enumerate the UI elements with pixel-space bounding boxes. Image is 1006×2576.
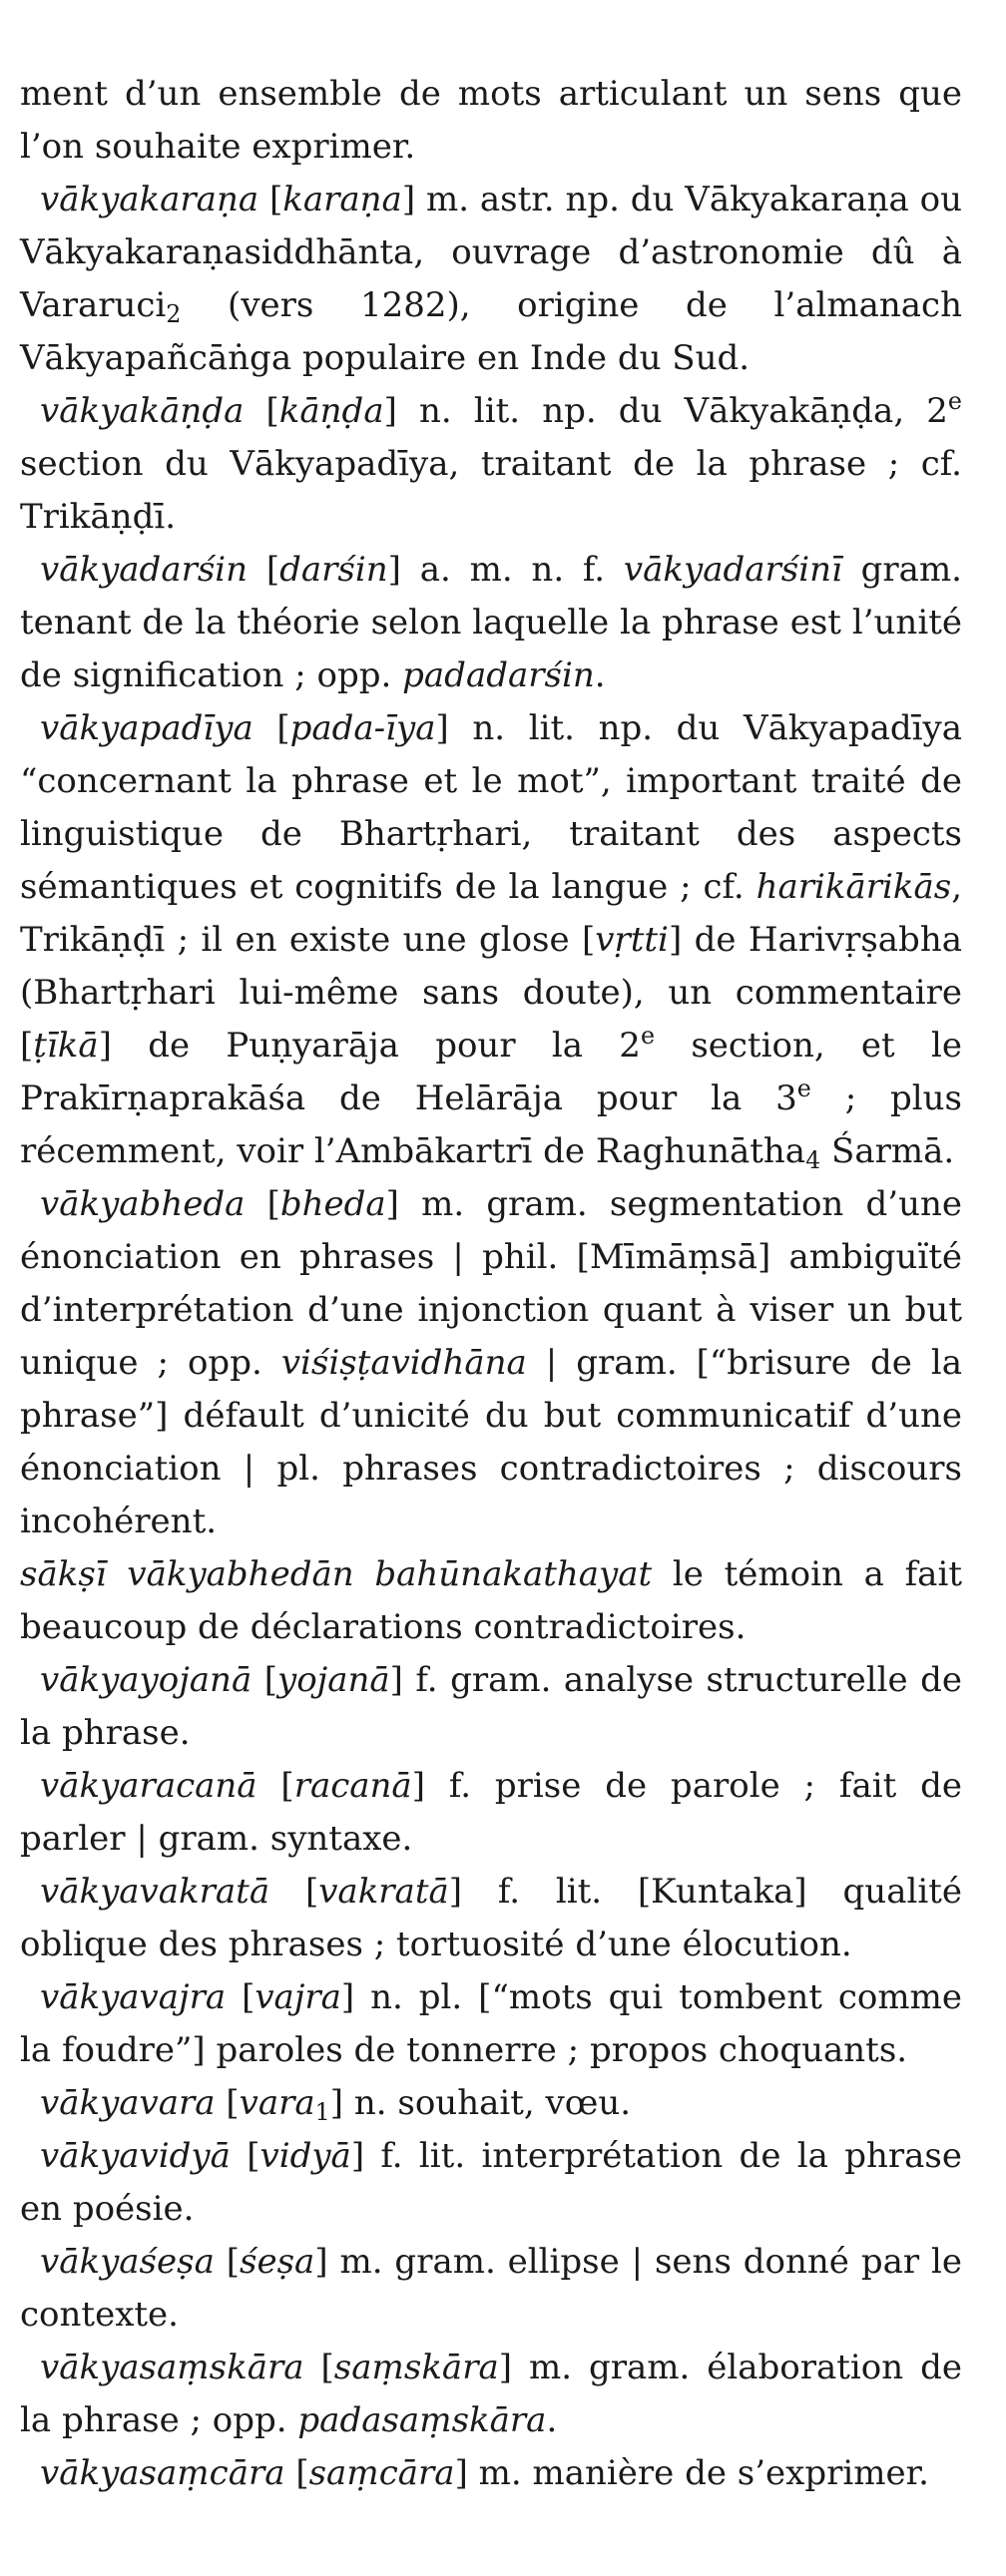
subscript: 4 <box>805 1145 821 1174</box>
italic-term: vākyasaṃcāra <box>40 2453 285 2493</box>
italic-term: vākyaśeṣa <box>40 2242 215 2282</box>
italic-term: vidyā <box>259 2136 351 2176</box>
text-run: section du Vākyapadīya, traitant de la phrase ; cf. Trikāṇḍī. <box>20 444 962 537</box>
text-run: ment d’un ensemble de mots articulant un sens que l’on souhaite exprimer. <box>20 74 962 167</box>
text-run: ] f. lit. interprétation de la phrase en poésie. <box>20 2136 962 2229</box>
text-run: ] n. lit. np. du Vākyapadīya “concernant la phrase et le mot”, important traité de linguistique de Bhartṛhari, traitant des aspects sémantiques et cognitifs de la langue ; cf. <box>20 708 962 907</box>
text-run: | gram. [“brisure de la phrase”] défault d’unicité du but communicatif d’une énonciation | pl. phrases contradictoires ; discours incohérent. <box>20 1343 963 1541</box>
italic-term: vākyapadīya <box>40 708 253 748</box>
superscript: e <box>796 1073 811 1102</box>
continuation-paragraph <box>20 68 962 174</box>
text-run: ] m. manière de s’exprimer. <box>454 2453 929 2493</box>
dictionary-entry <box>20 1971 962 2077</box>
italic-term: vākyavajra <box>40 1977 227 2017</box>
text-run: [ <box>215 2083 240 2123</box>
text-run: ] f. prise de parole ; fait de parler | gram. syntaxe. <box>20 1766 962 1859</box>
text-run: , Trikāṇḍī ; il en existe une glose [ <box>20 867 962 960</box>
text-run: le témoin a fait beaucoup de déclarations contradictoires. <box>20 1554 962 1647</box>
italic-term: vākyavara <box>40 2083 216 2123</box>
text-run: ] m. gram. élaboration de la phrase ; opp. <box>20 2348 962 2440</box>
italic-term: vākyakāṇḍa <box>40 391 245 431</box>
dictionary-page <box>20 68 962 2500</box>
text-run: ; plus récemment, voir l’Ambākartrī de Raghunātha <box>20 1078 962 1171</box>
dictionary-entry <box>20 1654 962 1760</box>
text-run: [ <box>214 2242 241 2282</box>
italic-term: saṃskāra <box>333 2348 499 2387</box>
text-run: ] de Harivṛṣabha (Bhartṛhari lui-même sans doute), un commentaire [ <box>20 920 962 1066</box>
text-run: [ <box>248 550 280 590</box>
italic-term: darśin <box>279 550 388 590</box>
italic-term: racanā <box>293 1766 412 1806</box>
text-run: ] a. m. n. f. <box>387 550 624 590</box>
italic-term: vākyabheda <box>40 1184 246 1224</box>
italic-term: yojanā <box>276 1660 390 1700</box>
italic-term: kāṇḍa <box>278 391 384 431</box>
superscript: e <box>947 386 962 415</box>
italic-term: vākyavakratā <box>40 1872 270 1912</box>
dictionary-entry <box>20 174 962 385</box>
italic-term: sākṣī vākyabhedān bahūnakathayat <box>20 1554 653 1594</box>
text-run: . <box>546 2400 558 2440</box>
italic-term: padadarśin <box>402 655 595 695</box>
text-run: section, et le Prakīrṇaprakāśa de Helārāja pour la 3 <box>20 1026 962 1118</box>
dictionary-entry <box>20 2447 962 2500</box>
dictionary-entry <box>20 2342 962 2447</box>
italic-term: karaṇa <box>282 180 402 219</box>
text-run: ] m. gram. segmentation d’une énonciation en phrases | phil. [Mīmāṃsā] ambiguïté d’interprétation d’une injonction quant à viser un but unique ; opp. <box>20 1184 962 1383</box>
italic-term: vākyadarśinī <box>623 550 842 590</box>
subscript: 1 <box>314 2097 330 2126</box>
text-run: [ <box>244 391 279 431</box>
italic-term: vara <box>239 2083 315 2123</box>
dictionary-entry <box>20 702 962 1178</box>
superscript: e <box>640 1021 656 1050</box>
text-run: [ <box>258 180 283 219</box>
text-run: ] n. souhait, vœu. <box>329 2083 632 2123</box>
italic-term: vākyaracanā <box>40 1766 257 1806</box>
dictionary-entry <box>20 544 962 702</box>
italic-term: vakratā <box>318 1872 449 1912</box>
text-run: [ <box>226 1977 255 2017</box>
dictionary-entry <box>20 1178 962 1548</box>
text-run: [ <box>269 1872 319 1912</box>
dictionary-entry <box>20 2077 962 2130</box>
text-run: ] de Puṇyarāja pour la 2 <box>98 1026 641 1066</box>
text-run: [ <box>252 708 290 748</box>
italic-term: vākyayojanā <box>40 1660 252 1700</box>
italic-term: vṛtti <box>595 920 669 960</box>
italic-term: vākyavidyā <box>40 2136 231 2176</box>
example-sentence <box>20 1548 962 1654</box>
text-run: ] m. gram. ellipse | sens donné par le contexte. <box>20 2242 962 2335</box>
text-run: ] n. pl. [“mots qui tombent comme la foudre”] paroles de tonnerre ; propos choquants. <box>20 1977 962 2070</box>
italic-term: śeṣa <box>240 2242 315 2282</box>
italic-term: ṭīkā <box>33 1026 99 1066</box>
dictionary-entry <box>20 1760 962 1866</box>
text-run: [ <box>256 1766 294 1806</box>
italic-term: harikārikās <box>755 867 952 907</box>
italic-term: vākyadarśin <box>40 550 249 590</box>
italic-term: padasaṃskāra <box>297 2400 547 2440</box>
text-run: [ <box>252 1660 277 1700</box>
italic-term: viśiṣṭavidhāna <box>280 1343 527 1383</box>
text-run: ] m. astr. np. du Vākyakaraṇa ou Vākyakaraṇasiddhānta, ouvrage d’astronomie dû à Vararuci <box>20 180 962 325</box>
text-run: (vers 1282), origine de l’almanach Vākyapañcāṅga populaire en Inde du Sud. <box>20 285 962 378</box>
subscript: 2 <box>166 299 182 328</box>
text-run: gram. tenant de la théorie selon laquelle la phrase est l’unité de signification ; opp. <box>20 550 962 695</box>
italic-term: bheda <box>279 1184 386 1224</box>
text-run: [ <box>230 2136 260 2176</box>
text-run: ] n. lit. np. du Vākyakāṇḍa, 2 <box>383 391 948 431</box>
text-run: ] f. lit. [Kuntaka] qualité oblique des phrases ; tortuosité d’une élocution. <box>20 1872 962 1964</box>
text-run: [ <box>303 2348 334 2387</box>
text-run: ] f. gram. analyse structurelle de la phrase. <box>20 1660 962 1753</box>
italic-term: vākyasaṃskāra <box>40 2348 304 2387</box>
text-run: [ <box>245 1184 280 1224</box>
italic-term: vākyakaraṇa <box>40 180 259 219</box>
text-run: . <box>594 655 606 695</box>
dictionary-entry <box>20 1866 962 1971</box>
italic-term: saṃcāra <box>308 2453 455 2493</box>
dictionary-entry <box>20 2130 962 2236</box>
dictionary-entry <box>20 385 962 544</box>
italic-term: vajra <box>254 1977 341 2017</box>
text-run: [ <box>284 2453 309 2493</box>
italic-term: pada-īya <box>289 708 436 748</box>
text-run: Śarmā. <box>820 1131 955 1171</box>
dictionary-entry <box>20 2236 962 2342</box>
